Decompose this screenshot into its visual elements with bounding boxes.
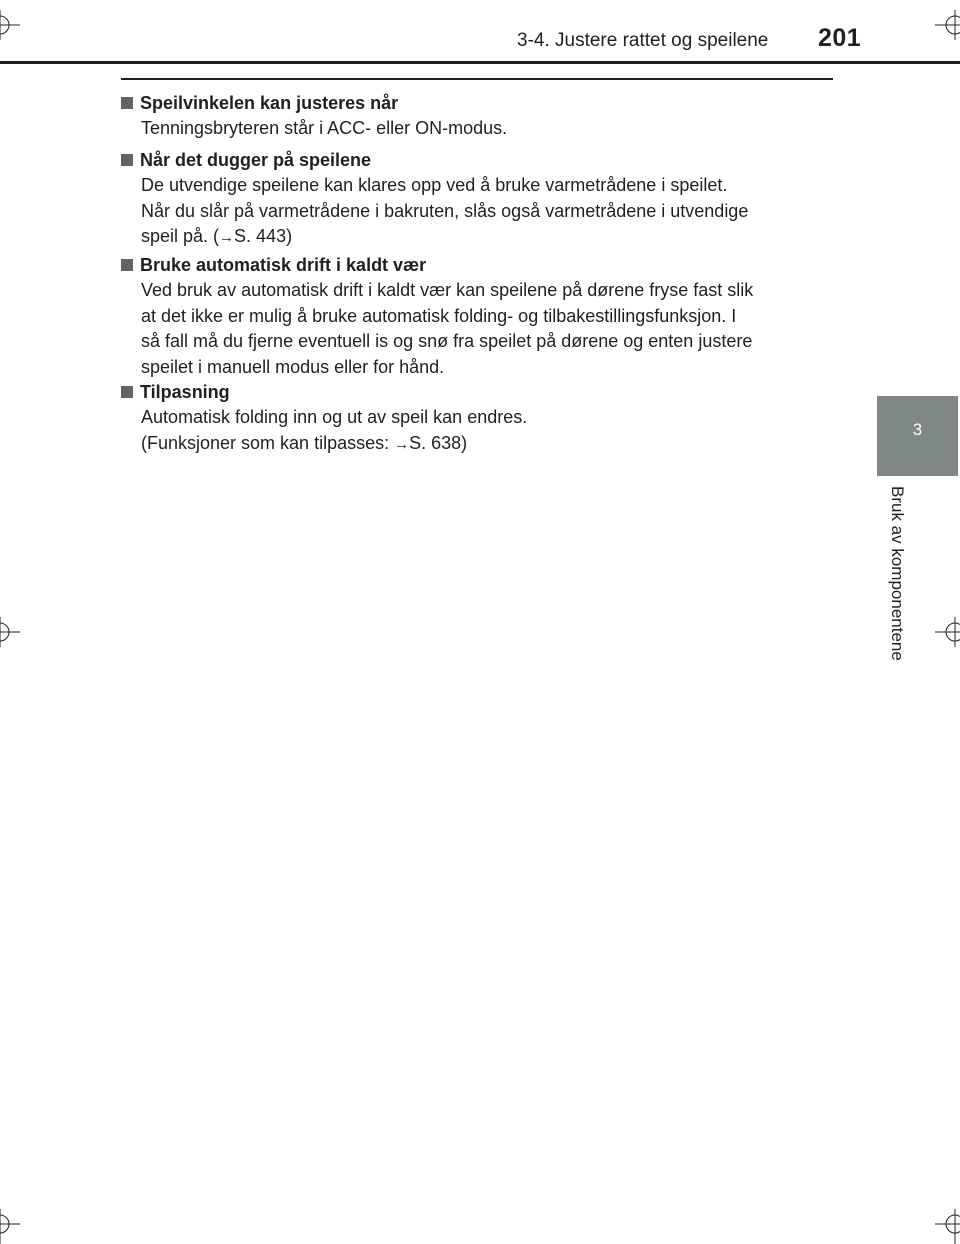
square-bullet-icon <box>121 259 133 271</box>
page-number: 201 <box>818 24 862 52</box>
section-speilvinkel <box>121 90 829 142</box>
chapter-tab[interactable] <box>877 396 958 476</box>
content-rule <box>121 78 833 80</box>
section-body: Ved bruk av automatisk drift i kaldt vær kan speilene på dørene fryse fast slik at det ikke er mulig å bruke automatisk folding- og tilbakestillingsfunksjon. I så fall må du fjerne eventuell is og snø fra speilet på dørene og enten justere speilet i manuell modus eller for hånd. <box>141 280 754 377</box>
section-kaldt-vaer <box>121 252 829 380</box>
crop-mark-icon <box>935 612 960 652</box>
arrow-right-icon: → <box>219 229 235 246</box>
crop-mark-icon <box>0 0 20 40</box>
chapter-number: 3 <box>912 420 923 439</box>
section-header-title: 3-4. Justere rattet og speilene <box>517 30 769 51</box>
page-reference-link[interactable]: S. 638) <box>409 432 468 453</box>
crop-mark-icon <box>0 612 20 652</box>
square-bullet-icon <box>121 154 133 166</box>
section-body: De utvendige speilene kan klares opp ved å bruke varmetrådene i speilet. Når du slår på varmetrådene i bakruten, slås også varmetrådene i utvendige speil på. (→S. 443) <box>141 175 749 246</box>
page-reference-link[interactable]: S. 443) <box>234 226 293 246</box>
section-heading: Bruke automatisk drift i kaldt vær <box>121 252 829 278</box>
crop-mark-icon <box>935 0 960 40</box>
square-bullet-icon <box>121 97 133 109</box>
section-heading: Når det dugger på speilene <box>121 147 829 173</box>
chapter-label: Bruk av komponentene <box>888 486 907 661</box>
crop-mark-icon <box>0 1204 20 1244</box>
section-heading: Speilvinkelen kan justeres når <box>121 90 829 116</box>
crop-mark-icon <box>935 1204 960 1244</box>
square-bullet-icon <box>121 386 133 398</box>
section-heading: Tilpasning <box>121 379 829 405</box>
section-body: Automatisk folding inn og ut av speil kan endres. (Funksjoner som kan tilpasses: →S. 638) <box>141 407 528 453</box>
header-rule <box>0 61 960 64</box>
section-dugg <box>121 147 829 251</box>
section-body: Tenningsbryteren står i ACC- eller ON-modus. <box>141 118 508 138</box>
section-tilpasning <box>121 379 829 457</box>
arrow-right-icon: → <box>394 435 410 453</box>
